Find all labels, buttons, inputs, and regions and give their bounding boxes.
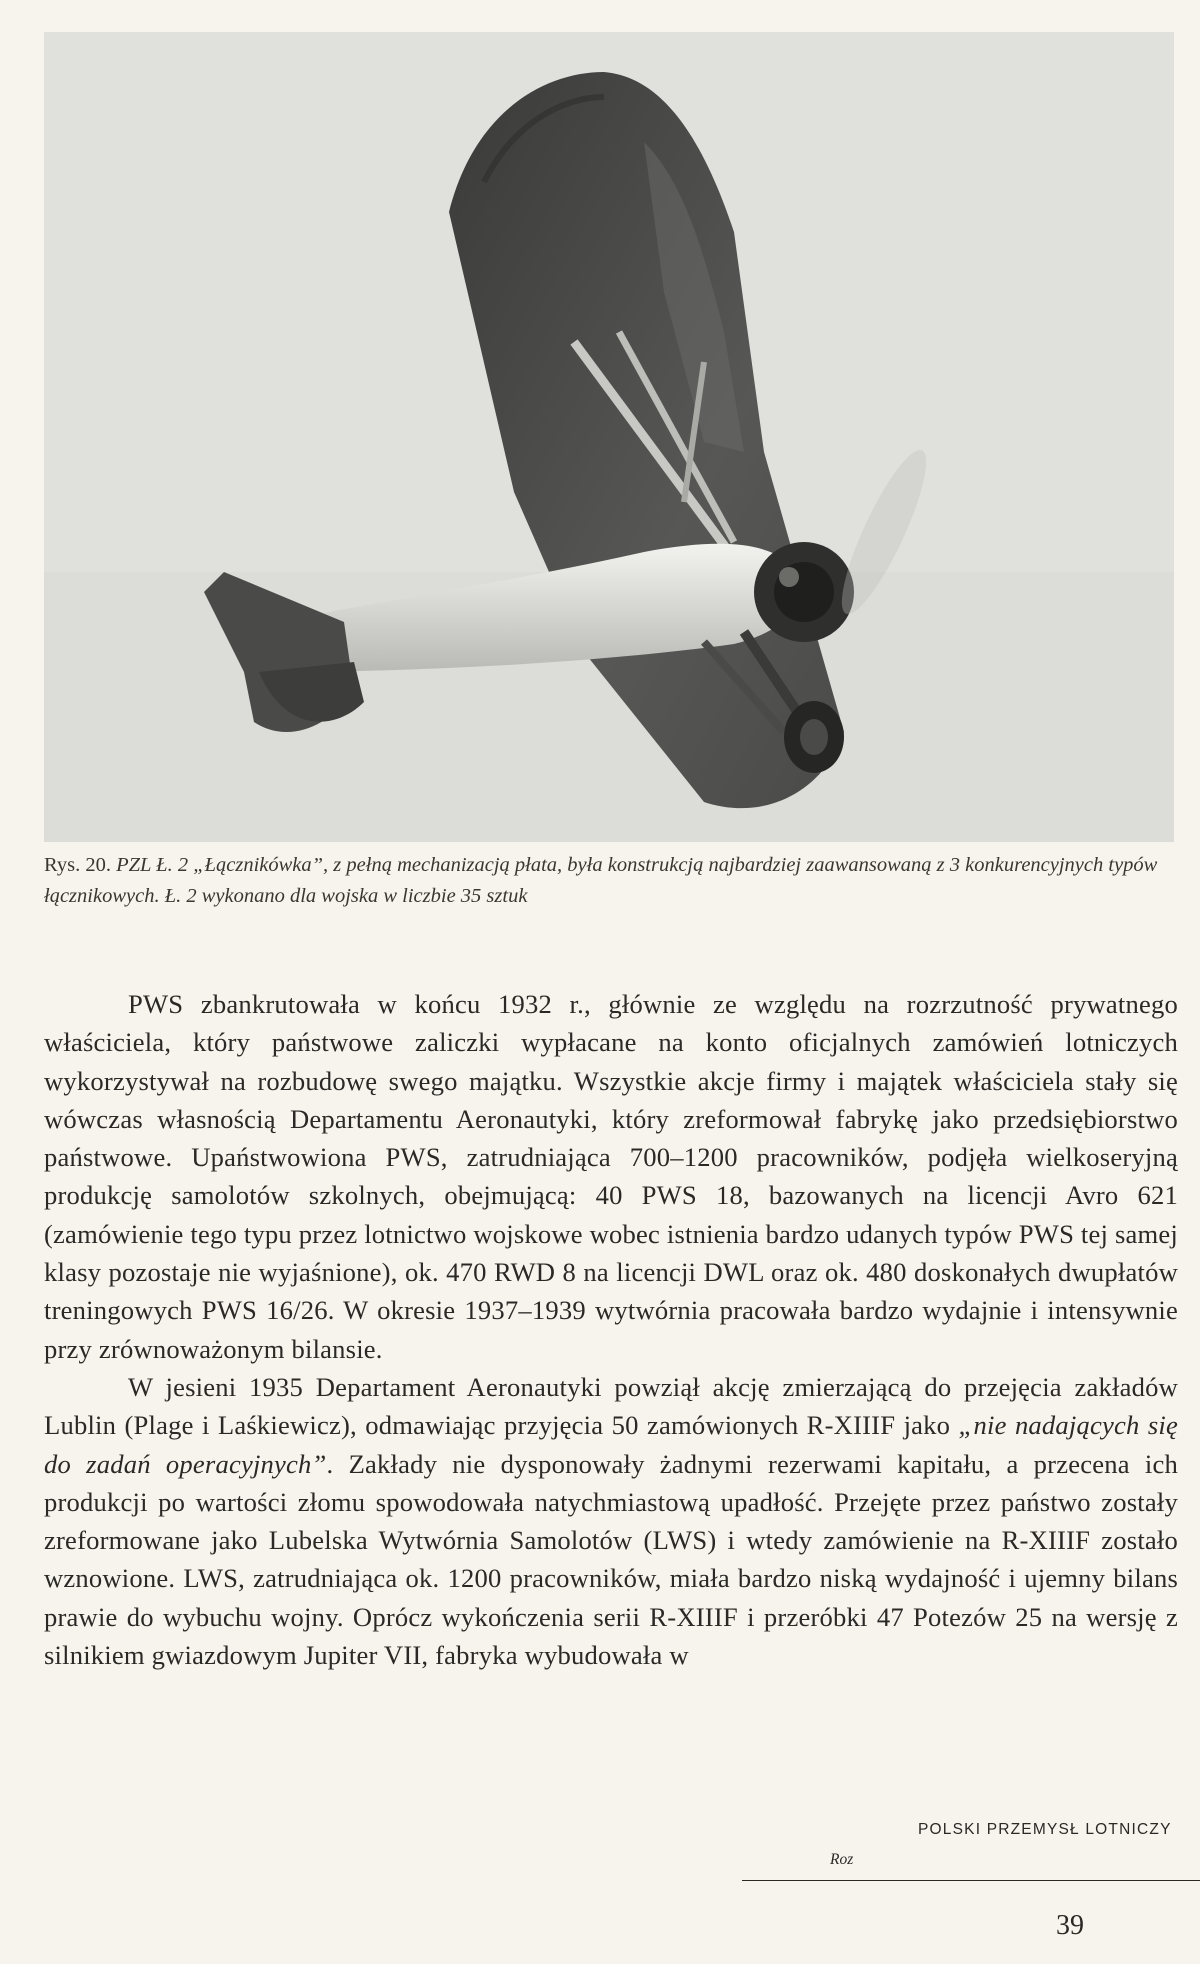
paragraph-2 [44,1368,1178,1674]
running-head-text [830,1821,1172,1869]
paragraph-2-quote: „nie nadających się do zadań operacyjnych” [44,1410,1179,1479]
body-text [44,985,1178,1674]
aircraft-photograph [44,32,1174,842]
page-number: 39 [1056,1910,1084,1941]
caption-text: PZL Ł. 2 „Łącznikówka”, z pełną mechanizacją płata, była konstrukcją najbardziej zaawansowaną z 3 konkurencyjnych typów łącznikowych. Ł. 2 wykonano dla wojska w liczbie 35 sztuk [44,854,1158,907]
running-head [742,1821,1200,1881]
running-head-title: POLSKI PRZEMYSŁ LOTNICZY [918,1821,1172,1838]
caption-lead: Rys. 20. [44,854,117,876]
running-head-tail: Roz [830,1851,854,1868]
paragraph-2-rest: . Zakłady nie dysponowały żadnymi rezerwami kapitału, a przecena ich produkcji po wartości złomu spowodowała natychmiastową upadłość. Przejęte przez państwo zostały zreformowane jako Lubelska Wytwórnia Samolotów (LWS) i wtedy zamówienie na R-XIIIF zostało wznowione. LWS, zatrudniająca ok. 1200 pracowników, miała bardzo niską wydajność i ujemny bilans prawie do wybuchu wojny. Oprócz wykończenia serii R-XIIIF i przeróbki 47 Potezów 25 na wersję z silnikiem gwiazdowym Jupiter VII, fabryka wybudowała w [44,1448,1178,1671]
paragraph-1: PWS zbankrutowała w końcu 1932 r., głównie ze względu na rozrzutność prywatnego właściciela, który państwowe zaliczki wypłacane na konto oficjalnych zamówień lotniczych wykorzystywał na rozbudowę swego majątku. Wszystkie akcje firmy i majątek właściciela stały się wówczas własnością Departamentu Aeronautyki, który zreformował fabrykę jako przedsiębiorstwo państwowe. Upaństwowiona PWS, zatrudniająca 700–1200 pracowników, podjęła wielkoseryjną produkcję samolotów szkolnych, obejmującą: 40 PWS 18, bazowanych na licencji Avro 621 (zamówienie tego typu przez lotnictwo wojskowe wobec istnienia bardzo udanych typów PWS tej samej klasy pozostaje nie wyjaśnione), ok. 470 RWD 8 na licencji DWL oraz ok. 480 doskonałych dwupłatów treningowych PWS 16/26. W okresie 1937–1939 wytwórnia pracowała bardzo wydajnie i intensywnie przy zrównoważonym bilansie. [44,989,1178,1364]
paragraph-2-start: W jesieni 1935 Departament Aeronautyki powziął akcję zmierzającą do przejęcia zakładów Lublin (Plage i Laśkiewicz), odmawiając przyjęcia 50 zamówionych R-XIIIF jako [44,1371,1178,1441]
figure-caption [44,850,1174,912]
aircraft-illustration [44,32,1174,842]
